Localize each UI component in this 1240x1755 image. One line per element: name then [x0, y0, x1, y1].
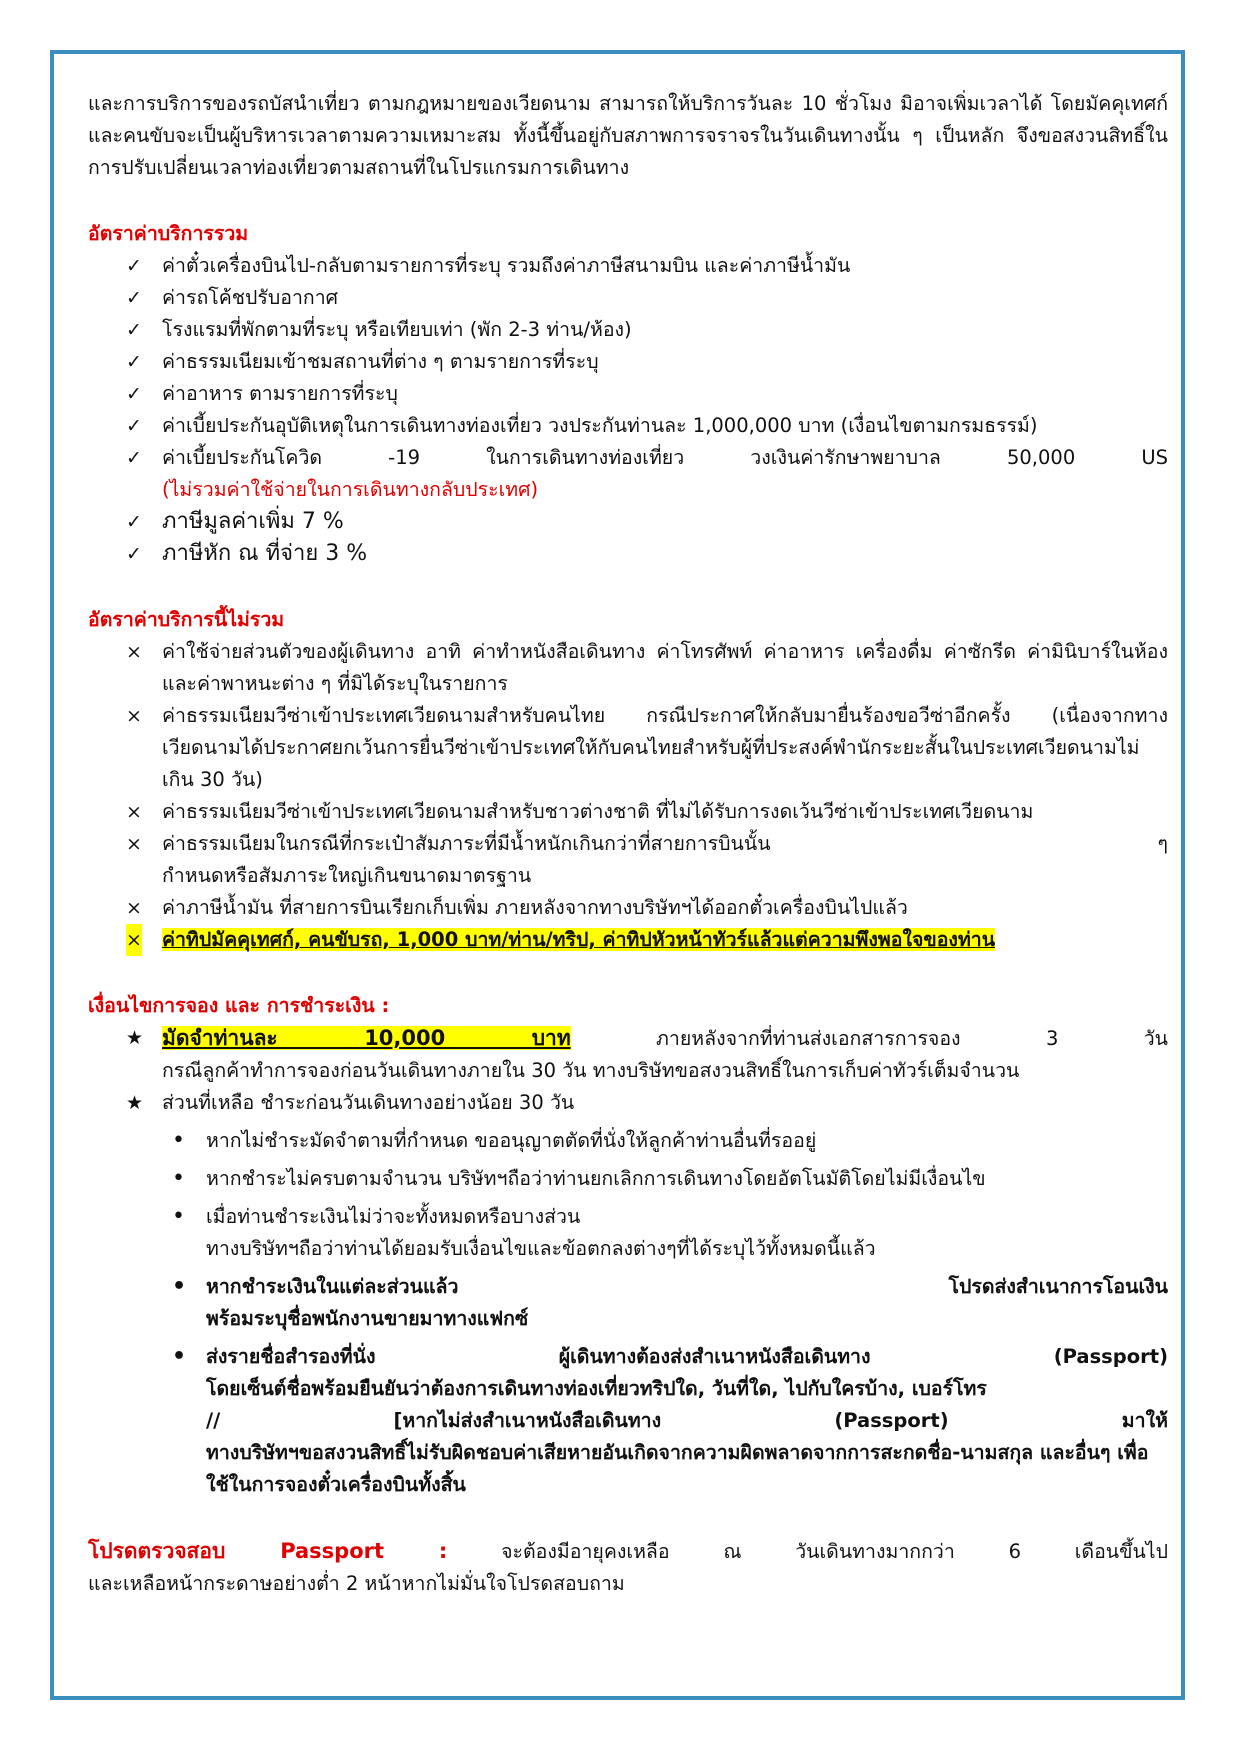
tip-highlight: ค่าทิปมัคคุเทศก์, คนขับรถ, 1,000 บาท/ท่าน/ทริป, ค่าทิปหัวหน้าทัวร์แล้วแต่ความพึงพอใจของท่าน [162, 928, 996, 951]
list-item [88, 924, 1168, 956]
cross-icon: × [126, 705, 142, 727]
check-icon: ✓ [126, 447, 142, 469]
list-item: × ค่าธรรมเนียมวีซ่าเข้าประเทศเวียดนามสำหรับคนไทย กรณีประกาศให้กลับมายื่นร้องขอวีซ่าอีกครั้ง (เนื่องจากทางเวียดนามได้ประกาศยกเว้นการยื่นวีซ่าเข้าประเทศให้กับคนไทยสำหรับผู้ที่ประสงค์พำนักระยะสั้นในประเทศเวียดนามไม่เกิน 30 วัน) [88, 700, 1168, 796]
included-heading: อัตราค่าบริการรวม [88, 222, 249, 245]
list-item: ✓ ค่าอาหาร ตามรายการที่ระบุ [88, 378, 1168, 410]
passport-line [88, 1535, 1168, 1568]
list-item: ★ ส่วนที่เหลือ ชำระก่อนวันเดินทางอย่างน้อย 30 วัน [88, 1087, 1168, 1119]
list-item [88, 1022, 1168, 1087]
bullet-icon: • [172, 1128, 185, 1153]
baggage-fee-text: ค่าธรรมเนียมในกรณีที่กระเป๋าสัมภาระที่มีน้ำหนักเกินกว่าที่สายการบินนั้น ๆ [162, 832, 1168, 855]
excluded-heading: อัตราค่าบริการนี้ไม่รวม [88, 608, 285, 631]
list-item: ✓ โรงแรมที่พักตามที่ระบุ หรือเทียบเท่า (พัก 2-3 ท่าน/ห้อง) [88, 314, 1168, 346]
document-content [88, 88, 1168, 1600]
list-item: • ส่งรายชื่อสำรองที่นั่ง ผู้เดินทางต้องส่งสำเนาหนังสือเดินทาง (Passport) โดยเซ็นต์ชื่อพร้อมยืนยันว่าต้องการเดินทางท่องเที่ยวทริปใด, วันที่ใด, ไปกับใครบ้าง, เบอร์โทร // [หากไม่ส่งสำเนาหนังสือเดินทาง (Passport) มาให้ ทางบริษัทฯขอสงวนสิทธิ์ไม่รับผิดชอบค่าเสียหายอันเกิดจากความผิดพลาดจากการสะกดชื่อ-นามสกุล และอื่นๆ เพื่อใช้ในการจองตั๋วเครื่องบินทั้งสิ้น [88, 1341, 1168, 1501]
bullet-icon: • [172, 1166, 185, 1191]
check-icon: ✓ [126, 511, 142, 533]
list-item: ✓ ภาษีมูลค่าเพิ่ม 7 % [88, 506, 1168, 538]
list-item: × ค่าใช้จ่ายส่วนตัวของผู้เดินทาง อาทิ ค่าทำหนังสือเดินทาง ค่าโทรศัพท์ ค่าอาหาร เครื่องดื่ม ค่าซักรีด ค่ามินิบาร์ในห้องและค่าพาหนะต่าง ๆ ที่มิได้ระบุในรายการ [88, 636, 1168, 700]
check-icon: ✓ [126, 319, 142, 341]
check-icon: ✓ [126, 543, 142, 565]
deposit-cont: กรณีลูกค้าทำการจองก่อนวันเดินทางภายใน 30 วัน ทางบริษัทขอสงวนสิทธิ์ในการเก็บค่าทัวร์เต็มจำนวน [162, 1059, 1020, 1082]
cross-icon: × [126, 833, 142, 855]
list-item: ✓ ค่าตั๋วเครื่องบินไป-กลับตามรายการที่ระบุ รวมถึงค่าภาษีสนามบิน และค่าภาษีน้ำมัน [88, 250, 1168, 282]
bullet-icon: • [172, 1344, 187, 1369]
payment-conditions-list [88, 1125, 1168, 1501]
star-icon: ★ [126, 1027, 144, 1049]
list-item [88, 442, 1168, 506]
cross-icon: × [126, 897, 142, 919]
check-icon: ✓ [126, 255, 142, 277]
list-item: • หากชำระเงินในแต่ละส่วนแล้ว โปรดส่งสำเนาการโอนเงิน พร้อมระบุชื่อพนักงานขายมาทางแฟกซ์ [88, 1271, 1168, 1335]
list-item: ✓ ค่าธรรมเนียมเข้าชมสถานที่ต่าง ๆ ตามรายการที่ระบุ [88, 346, 1168, 378]
deposit-highlight: มัดจำท่านละ 10,000 บาท [162, 1026, 571, 1050]
list-item: × ค่าภาษีน้ำมัน ที่สายการบินเรียกเก็บเพิ่ม ภายหลังจากทางบริษัทฯได้ออกตั๋วเครื่องบินไปแล้ว [88, 892, 1168, 924]
list-item: • เมื่อท่านชำระเงินไม่ว่าจะทั้งหมดหรือบางส่วน ทางบริษัทฯถือว่าท่านได้ยอมรับเงื่อนไขและข้อตกลงต่างๆที่ได้ระบุไว้ทั้งหมดนี้แล้ว [88, 1201, 1168, 1265]
booking-list [88, 1022, 1168, 1119]
check-icon: ✓ [126, 351, 142, 373]
covid-insurance-text: ค่าเบี้ยประกันโควิด -19 ในการเดินทางท่องเที่ยว วงเงินค่ารักษาพยาบาล 50,000 US [162, 446, 1168, 469]
excluded-list [88, 636, 1168, 956]
cross-icon: × [126, 641, 142, 663]
passport-label: โปรดตรวจสอบ Passport : [88, 1539, 448, 1563]
list-item [88, 828, 1168, 892]
cross-icon: × [126, 924, 142, 956]
list-item: ✓ ค่าเบี้ยประกันอุบัติเหตุในการเดินทางท่องเที่ยว วงประกันท่านละ 1,000,000 บาท (เงื่อนไขตามกรมธรรม์) [88, 410, 1168, 442]
deposit-rest: ภายหลังจากที่ท่านส่งเอกสารการจอง 3 วัน [570, 1027, 1168, 1050]
passport-text: จะต้องมีอายุคงเหลือ ณ วันเดินทางมากกว่า 6 เดือนขึ้นไป [447, 1540, 1168, 1563]
included-list [88, 250, 1168, 570]
star-icon: ★ [126, 1092, 144, 1114]
list-item: ✓ ภาษีหัก ณ ที่จ่าย 3 % [88, 538, 1168, 570]
passport-cont: และเหลือหน้ากระดาษอย่างต่ำ 2 หน้าหากไม่มั่นใจโปรดสอบถาม [88, 1572, 625, 1595]
cross-icon: × [126, 801, 142, 823]
list-item: • หากไม่ชำระมัดจำตามที่กำหนด ขออนุญาตตัดที่นั่งให้ลูกค้าท่านอื่นที่รออยู่ [88, 1125, 1168, 1157]
list-item: ✓ ค่ารถโค้ชปรับอากาศ [88, 282, 1168, 314]
covid-insurance-note: (ไม่รวมค่าใช้จ่ายในการเดินทางกลับประเทศ) [162, 478, 539, 501]
check-icon: ✓ [126, 383, 142, 405]
list-item: • หากชำระไม่ครบตามจำนวน บริษัทฯถือว่าท่านยกเลิกการเดินทางโดยอัตโนมัติโดยไม่มีเงื่อนไข [88, 1163, 1168, 1195]
booking-heading: เงื่อนไขการจอง และ การชำระเงิน : [88, 994, 390, 1017]
deposit-line [162, 1022, 1168, 1055]
baggage-fee-cont: กำหนดหรือสัมภาระใหญ่เกินขนาดมาตรฐาน [162, 864, 532, 887]
check-icon: ✓ [126, 415, 142, 437]
check-icon: ✓ [126, 287, 142, 309]
bullet-icon: • [172, 1204, 185, 1229]
bullet-icon: • [172, 1274, 187, 1299]
intro-paragraph: และการบริการของรถบัสนำเที่ยว ตามกฎหมายของเวียดนาม สามารถให้บริการวันละ 10 ชั่วโมง มิอาจเพิ่มเวลาได้ โดยมัคคุเทศก์และคนขับจะเป็นผู้บริหารเวลาตามความเหมาะสม ทั้งนี้ขึ้นอยู่กับสภาพการจราจรในวันเดินทางนั้น ๆ เป็นหลัก จึงขอสงวนสิทธิ์ในการปรับเปลี่ยนเวลาท่องเที่ยวตามสถานที่ในโปรแกรมการเดินทาง [88, 92, 1168, 179]
list-item: × ค่าธรรมเนียมวีซ่าเข้าประเทศเวียดนามสำหรับชาวต่างชาติ ที่ไม่ได้รับการงดเว้นวีซ่าเข้าประเทศเวียดนาม [88, 796, 1168, 828]
